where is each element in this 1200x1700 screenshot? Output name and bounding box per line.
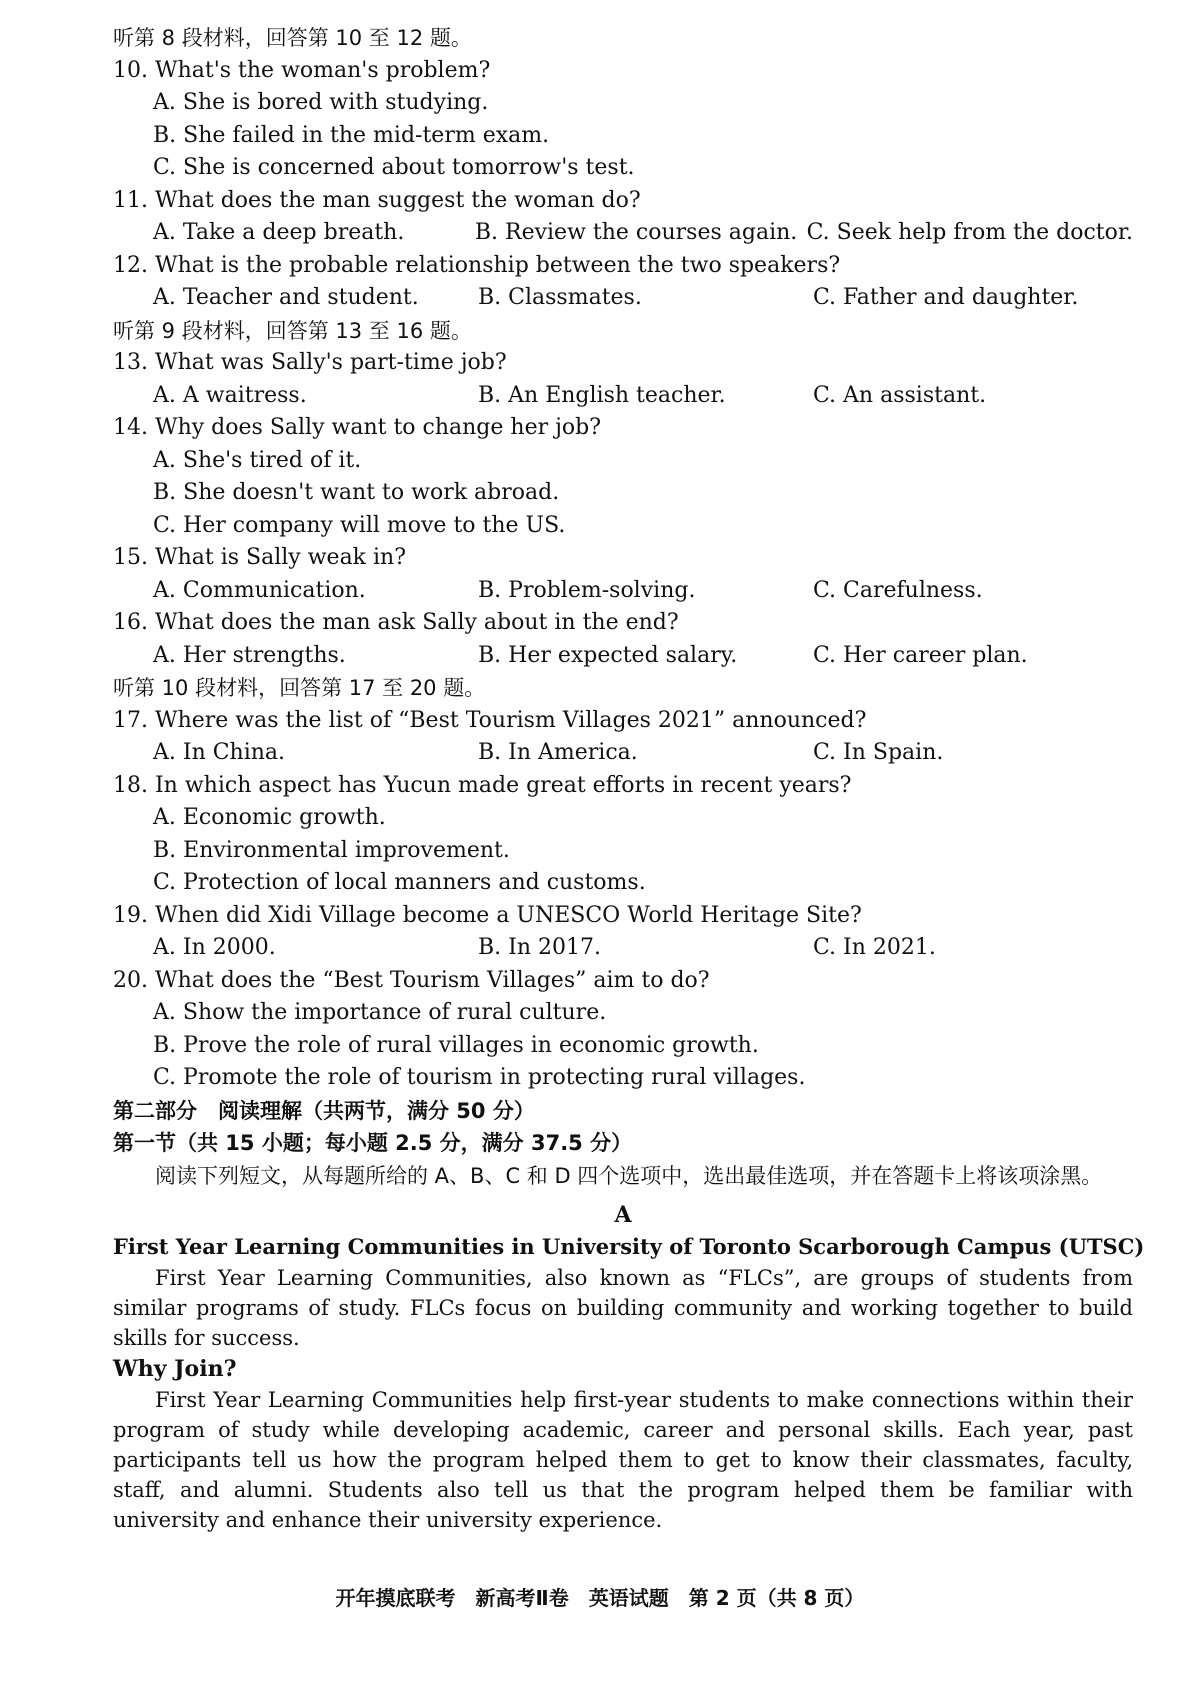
option-row — [113, 932, 1133, 965]
question-stem: 12. What is the probable relationship between the two speakers? — [113, 252, 841, 278]
question-stem: 16. What does the man ask Sally about in the end? — [113, 610, 679, 635]
answer-option: B. Classmates. — [478, 285, 642, 310]
answer-option: C. Father and daughter. — [813, 285, 1079, 310]
passage-title: First Year Learning Communities in University of Toronto Scarborough Campus (UTSC) — [113, 1233, 1145, 1259]
option-row — [113, 575, 1133, 608]
answer-option: C. Her company will move to the US. — [153, 512, 566, 538]
passage-paragraph-2: First Year Learning Communities help first-year students to make connections within their program of study while developing academic, career and personal skills. Each year, past participants tell us how the program helped them to get to know their classmates, faculty, staff, and alumni. Students also tell us that the program helped them be familiar with university and enhance their university experience. — [113, 1387, 1133, 1532]
section-instruction: 听第 10 段材料，回答第 17 至 20 题。 — [113, 676, 486, 700]
answer-option: C. Carefulness. — [813, 577, 983, 603]
page-footer: 开年摸底联考 新高考Ⅱ卷 英语试题 第 2 页（共 8 页） — [335, 1586, 865, 1610]
passage-paragraph-1: First Year Learning Communities, also known as “FLCs”, are groups of students from similar programs of study. FLCs focus on building community and working together to build skills for success. — [113, 1265, 1133, 1350]
listening-questions — [113, 22, 1133, 1095]
answer-option: C. Protection of local manners and customs. — [153, 870, 646, 895]
answer-option: C. Her career plan. — [813, 642, 1028, 668]
answer-option: B. An English teacher. — [478, 382, 726, 408]
answer-option: B. In America. — [478, 740, 638, 765]
question-stem: 15. What is Sally weak in? — [113, 545, 407, 570]
question-stem: 11. What does the man suggest the woman do? — [113, 187, 641, 213]
answer-option: A. In 2000. — [153, 935, 276, 960]
section-instruction: 听第 8 段材料，回答第 10 至 12 题。 — [113, 26, 472, 50]
question-stem: 10. What's the woman's problem? — [113, 57, 491, 83]
question-stem: 18. In which aspect has Yucun made great efforts in recent years? — [113, 772, 852, 798]
option-row — [113, 282, 1133, 315]
passage-subheading: Why Join? — [113, 1355, 237, 1382]
answer-option: C. Seek help from the doctor. — [806, 220, 1133, 245]
answer-option: B. Environmental improvement. — [153, 837, 510, 863]
answer-option: A. Her strengths. — [153, 642, 346, 668]
answer-option: A. She's tired of it. — [153, 447, 362, 473]
answer-option: A. Take a deep breath. — [153, 220, 405, 245]
option-row — [113, 380, 1133, 413]
answer-option: A. Teacher and student. — [153, 285, 419, 310]
answer-option: C. An assistant. — [813, 382, 987, 408]
section-instruction: 听第 9 段材料，回答第 13 至 16 题。 — [113, 318, 472, 343]
question-stem: 17. Where was the list of “Best Tourism Villages 2021” announced? — [113, 707, 867, 733]
answer-option: B. Prove the role of rural villages in economic growth. — [153, 1032, 759, 1058]
reading-instruction: 阅读下列短文，从每题所给的 A、B、C 和 D 四个选项中，选出最佳选项，并在答题卡上将该项涂黑。 — [155, 1163, 1103, 1188]
answer-option: C. Promote the role of tourism in protecting rural villages. — [153, 1065, 806, 1090]
passage-letter: A — [614, 1201, 632, 1228]
question-stem: 19. When did Xidi Village become a UNESCO World Heritage Site? — [113, 902, 862, 928]
answer-option: B. She doesn't want to work abroad. — [153, 480, 560, 505]
answer-option: C. In 2021. — [813, 935, 936, 960]
part2-heading: 第二部分 阅读理解（共两节，满分 50 分） — [113, 1098, 535, 1123]
answer-option: A. Economic growth. — [153, 805, 386, 830]
answer-option: B. Review the courses again. — [474, 220, 798, 245]
answer-option: B. She failed in the mid-term exam. — [153, 122, 550, 148]
answer-option: A. A waitress. — [153, 382, 307, 408]
answer-option: A. She is bored with studying. — [153, 90, 489, 115]
question-stem: 13. What was Sally's part-time job? — [113, 350, 507, 375]
answer-option: A. Show the importance of rural culture. — [153, 1000, 607, 1025]
section1-heading: 第一节（共 15 小题；每小题 2.5 分，满分 37.5 分） — [113, 1131, 633, 1155]
answer-option: A. In China. — [153, 740, 286, 765]
question-stem: 14. Why does Sally want to change her job? — [113, 415, 602, 440]
question-stem: 20. What does the “Best Tourism Villages” aim to do? — [113, 967, 710, 993]
answer-option: C. She is concerned about tomorrow's test. — [153, 155, 635, 180]
answer-option: A. Communication. — [153, 577, 366, 603]
answer-option: C. In Spain. — [813, 740, 944, 765]
answer-option: B. Problem-solving. — [478, 577, 696, 603]
option-row — [113, 737, 1133, 770]
exam-page — [113, 22, 1145, 1535]
answer-option: B. Her expected salary. — [478, 642, 738, 668]
option-row — [113, 640, 1133, 673]
option-row — [113, 217, 1133, 250]
answer-option: B. In 2017. — [478, 935, 601, 960]
